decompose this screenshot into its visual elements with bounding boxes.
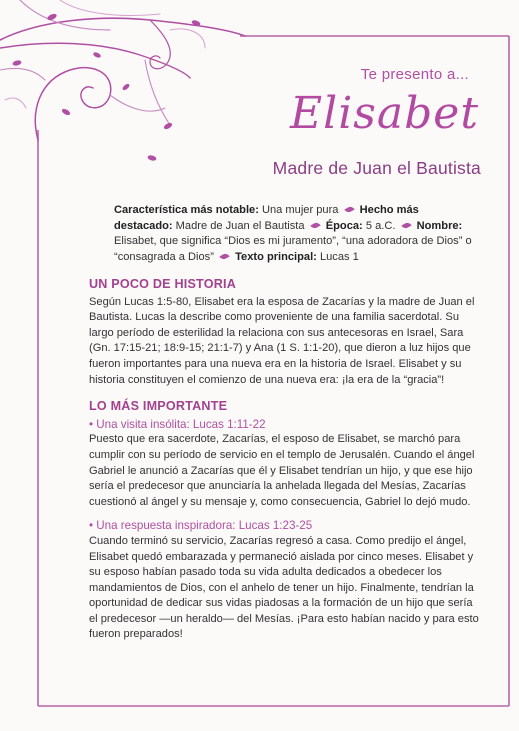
petal bbox=[122, 83, 131, 92]
item-body-visit: Puesto que era sacerdote, Zacarías, el esposo de Elisabet, se marchó para cumplir con su período de servicio en el templo de Jerusalén. Cuando el ángel Gabriel le anunció a Zacarías que él y Elisabet tendrían un hijo, y que ese hijo sería el predecesor que anunciaría la anhelada llegada del Mesías, Zacarías cuestionó al ángel y su mensaje y, como consecuencia, Gabriel lo dejó mudo. bbox=[89, 433, 475, 508]
floral-swirl-ornament bbox=[0, 0, 245, 140]
page-title: Elisabet bbox=[290, 88, 479, 139]
name-value: Elisabet, que significa “Dios es mi juramento”, “una adoradora de Dios” o “consagrada a Dios” bbox=[114, 235, 472, 263]
petal bbox=[12, 60, 22, 67]
key-facts-block bbox=[114, 203, 476, 265]
era-value: 5 a.C. bbox=[365, 219, 396, 232]
petal bbox=[61, 108, 71, 117]
item-title-visit: • Una visita insólita: Lucas 1:11-22 bbox=[89, 417, 266, 431]
notable-value: Una mujer pura bbox=[262, 204, 339, 216]
page-subtitle: Madre de Juan el Bautista bbox=[272, 158, 481, 178]
deed-value: Madre de Juan el Bautista bbox=[175, 219, 305, 232]
petal bbox=[163, 122, 173, 131]
leaf-icon bbox=[310, 221, 320, 230]
text-label: Texto principal: bbox=[235, 250, 317, 263]
leaf-icon bbox=[219, 252, 229, 261]
era-label: Época: bbox=[325, 219, 363, 232]
leaf-icon bbox=[344, 205, 354, 214]
name-label: Nombre: bbox=[416, 219, 463, 232]
deed-label: Hecho más destacado: bbox=[114, 204, 419, 232]
item-body-response: Cuando terminó su servicio, Zacarías regresó a casa. Como predijo el ángel, Elisabet quedó embarazada y permaneció aislada por cinco meses. Elisabet y su esposo habían pasado toda su vida adulta dedicados a obedecer los mandamientos de Dios, con el anhelo de tener un hijo. Finalmente, tendrían la oportunidad de dedicar sus vidas piadosas a la formación de un hijo que sería el predecesor —un heraldo— del Mesías. ¡Para esto habían nacido y para esto fueron preparados! bbox=[89, 534, 479, 641]
item-title-response: • Una respuesta inspiradora: Lucas 1:23-25 bbox=[89, 519, 313, 533]
main-content bbox=[89, 277, 482, 643]
notable-label: Característica más notable: bbox=[114, 204, 259, 216]
petal-ornaments bbox=[12, 13, 201, 162]
text-value: Lucas 1 bbox=[319, 250, 359, 263]
petal bbox=[147, 155, 157, 162]
header-kicker: Te presento a... bbox=[360, 66, 469, 83]
leaf-icon bbox=[401, 221, 411, 230]
history-paragraph: Según Lucas 1:5-80, Elisabet era la esposa de Zacarías y la madre de Juan el Bautista. Lucas la describe como proveniente de una familia sacerdotal. Su largo período de esterilidad la relaciona con sus antecesoras en Israel, Sara (Gn. 17:15-21; 18:9-15; 21:1-7) y Ana (1 S. 1:1-20), que dieron a luz hijos que fueron importantes para una nueva era en la historia de Israel. Elisabet y su historia constituyen el comienzo de una nueva era: ¡la era de la “gracia”! bbox=[89, 295, 475, 386]
history-heading: UN POCO DE HISTORIA bbox=[89, 277, 237, 291]
important-heading: LO MÁS IMPORTANTE bbox=[89, 399, 228, 414]
petal bbox=[92, 51, 101, 58]
